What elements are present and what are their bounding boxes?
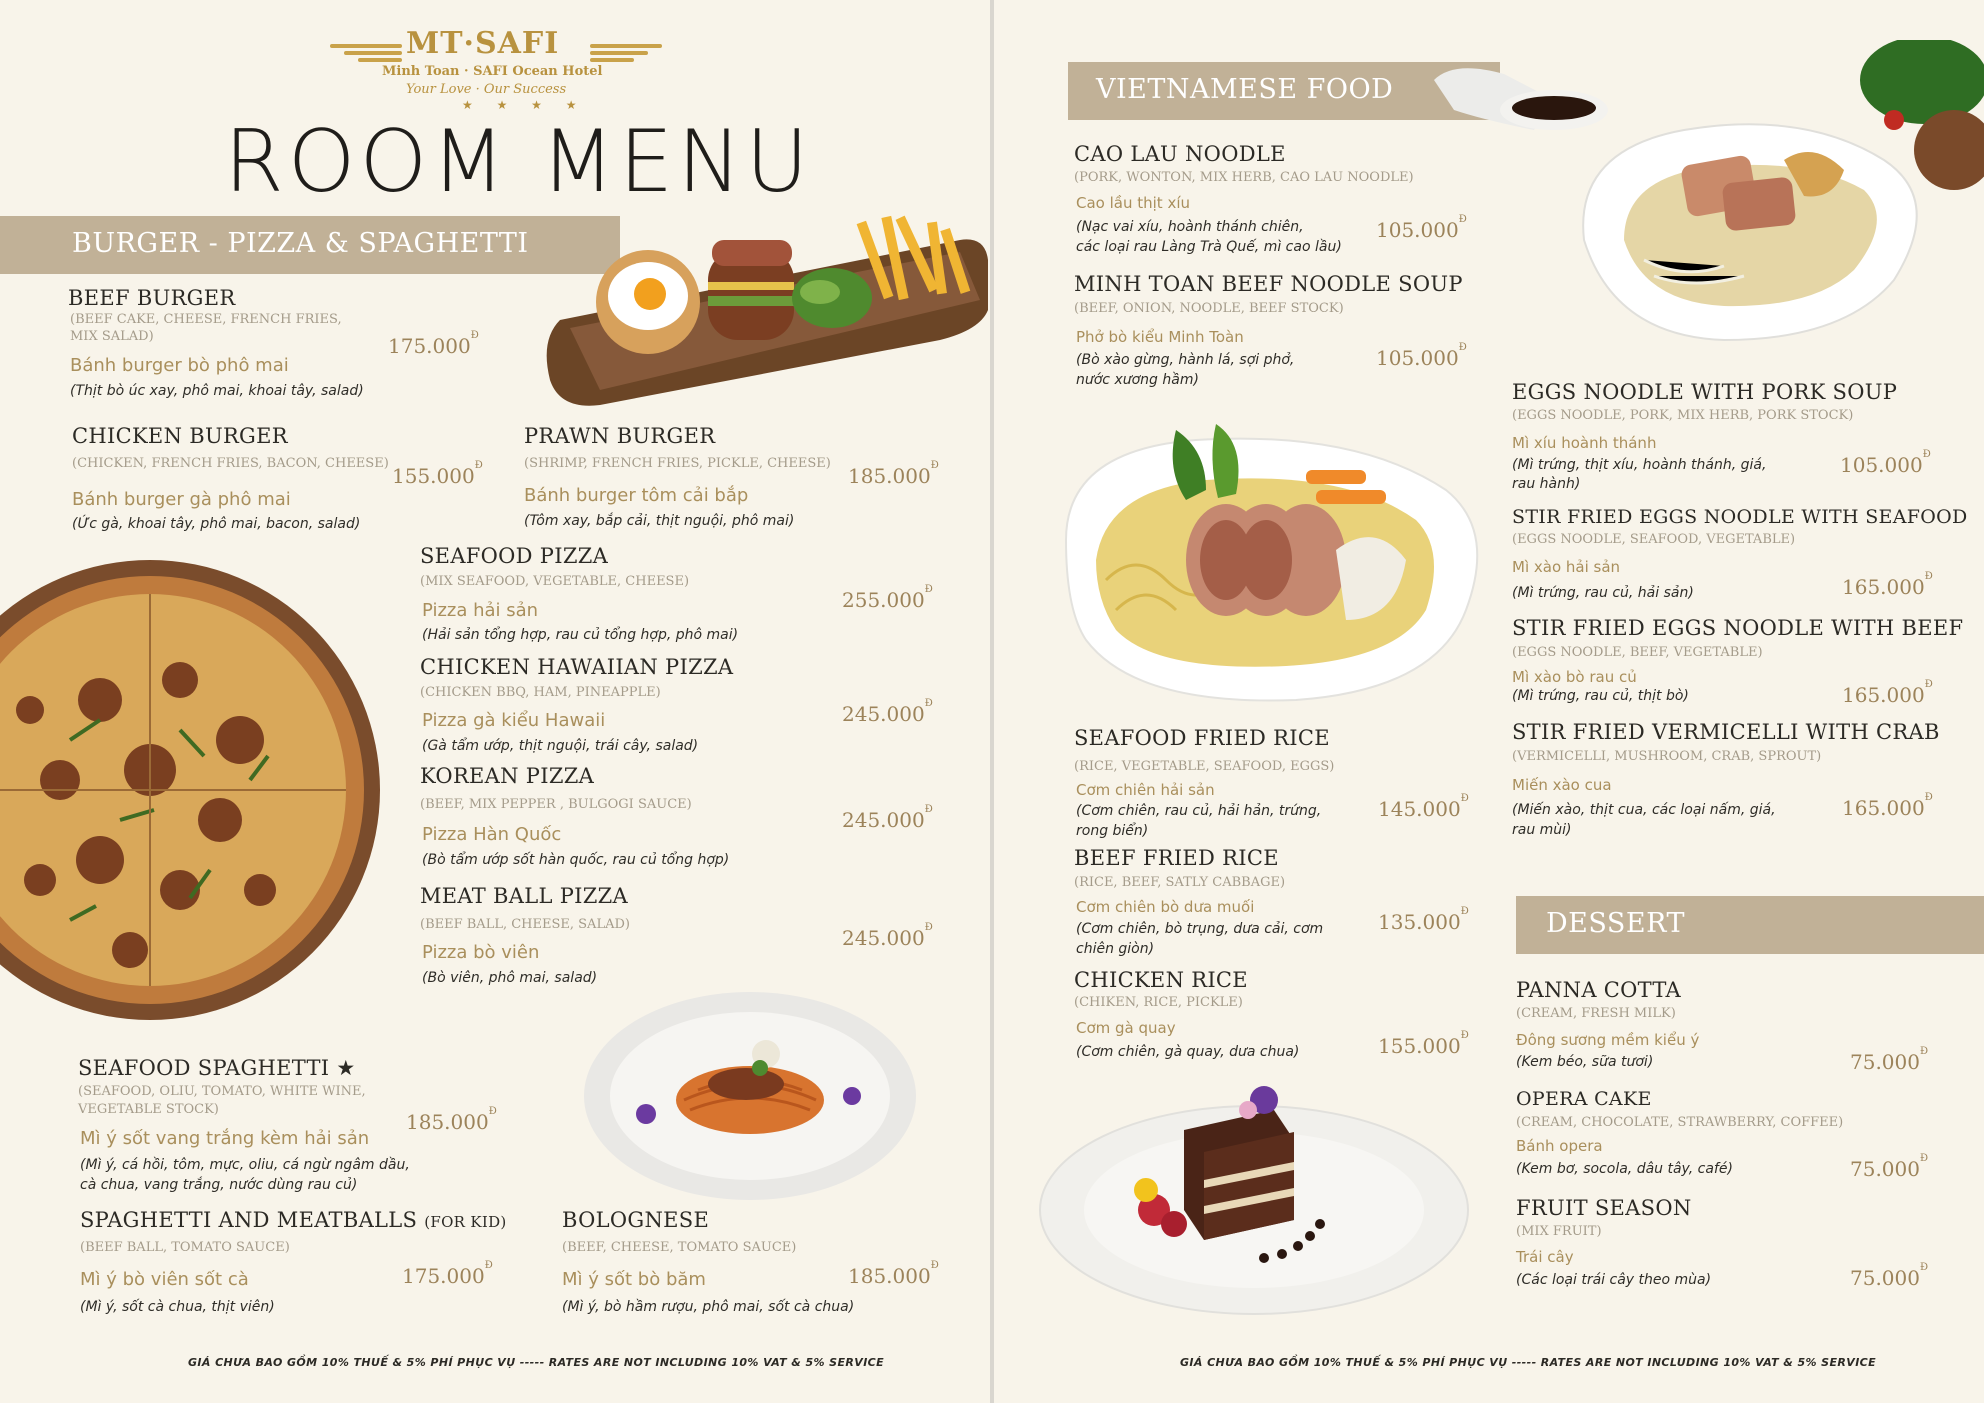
item-vn-desc: (Cơm chiên, gà quay, dưa chua) (1076, 1044, 1300, 1060)
item-vn-desc: (Miến xào, thịt cua, các loại nấm, giá, (1512, 802, 1776, 818)
item-price: $105.000^Đ$ (1376, 342, 1467, 370)
item-vn-name: Pizza Hàn Quốc (422, 824, 562, 845)
item-ingredients: (CREAM, FRESH MILK) (1516, 1006, 1676, 1021)
item-vn-desc: chiên giòn) (1076, 941, 1155, 957)
item-price: $245.000^Đ$ (842, 922, 933, 950)
logo-stars: ★ ★ ★ ★ (462, 98, 587, 112)
item-vn-name: Mì xào hải sản (1512, 558, 1621, 576)
item-name: SEAFOOD FRIED RICE (1074, 726, 1330, 750)
item-vn-desc: các loại rau Làng Trà Quế, mì cao lầu) (1076, 239, 1342, 255)
item-vn-desc: (Cơm chiên, rau củ, hải hản, trứng, (1076, 803, 1322, 819)
item-ingredients: (EGGS NOODLE, BEEF, VEGETABLE) (1512, 645, 1763, 660)
item-vn-desc: (Mì ý, bò hầm rượu, phô mai, sốt cà chua) (562, 1299, 855, 1315)
item-name: BOLOGNESE (562, 1208, 710, 1232)
item-vn-name: Trái cây (1516, 1248, 1574, 1266)
item-vn-name: Bánh burger bò phô mai (70, 355, 289, 376)
item-ingredients: (SEAFOOD, OLIU, TOMATO, WHITE WINE, (78, 1084, 366, 1099)
item-vn-desc: (Hải sản tổng hợp, rau củ tổng hợp, phô mai) (422, 627, 739, 643)
item-name: PANNA COTTA (1516, 978, 1681, 1002)
item-name: BEEF FRIED RICE (1074, 846, 1279, 870)
item-ingredients: (RICE, BEEF, SATLY CABBAGE) (1074, 875, 1286, 890)
section-title: BURGER - PIZZA & SPAGHETTI (72, 228, 529, 259)
item-ingredients: (CHICKEN, FRENCH FRIES, BACON, CHEESE) (72, 456, 389, 471)
item-vn-name: Bánh opera (1516, 1137, 1603, 1155)
section-header-dessert (1516, 896, 1984, 954)
item-name: PRAWN BURGER (524, 424, 716, 448)
item-vn-desc: (Các loại trái cây theo mùa) (1516, 1272, 1712, 1288)
item-vn-desc: rong biển) (1076, 823, 1149, 839)
item-vn-desc: (Kem bơ, socola, dâu tây, café) (1516, 1161, 1733, 1177)
item-price: $165.000^Đ$ (1842, 571, 1933, 599)
item-vn-desc: (Bò xào gừng, hành lá, sợi phở, (1076, 352, 1295, 368)
item-price: $75.000^Đ$ (1850, 1262, 1929, 1290)
item-price: $105.000^Đ$ (1840, 449, 1931, 477)
left-page (0, 0, 990, 1403)
item-name: STIR FRIED VERMICELLI WITH CRAB (1512, 720, 1940, 744)
item-name: SPAGHETTI AND MEATBALLS (FOR KID) (80, 1208, 507, 1232)
item-ingredients: VEGETABLE STOCK) (78, 1102, 219, 1117)
item-price: $175.000^Đ$ (402, 1260, 493, 1288)
logo-tagline: Your Love · Our Success (406, 82, 567, 97)
cao-lau-bowl-image (1424, 40, 1984, 360)
item-price: $145.000^Đ$ (1378, 793, 1469, 821)
item-vn-desc: (Ức gà, khoai tây, phô mai, bacon, salad) (72, 516, 361, 532)
item-ingredients: (EGGS NOODLE, SEAFOOD, VEGETABLE) (1512, 532, 1796, 547)
item-price: $165.000^Đ$ (1842, 679, 1933, 707)
item-ingredients: (CHIKEN, RICE, PICKLE) (1074, 995, 1243, 1010)
item-ingredients: (BEEF BALL, CHEESE, SALAD) (420, 917, 630, 932)
item-vn-name: Mì ý bò viên sốt cà (80, 1269, 249, 1290)
item-price: $75.000^Đ$ (1850, 1046, 1929, 1074)
item-price: $245.000^Đ$ (842, 698, 933, 726)
item-price: $175.000^Đ$ (388, 330, 479, 358)
item-ingredients: (BEEF, ONION, NOODLE, BEEF STOCK) (1074, 301, 1344, 316)
item-vn-name: Miến xào cua (1512, 776, 1612, 794)
item-price: $185.000^Đ$ (406, 1106, 497, 1134)
item-vn-desc: (Mì ý, sốt cà chua, thịt viên) (80, 1299, 275, 1315)
item-price: $155.000^Đ$ (1378, 1030, 1469, 1058)
item-ingredients: (VERMICELLI, MUSHROOM, CRAB, SPROUT) (1512, 749, 1822, 764)
section-title: VIETNAMESE FOOD (1096, 74, 1394, 105)
item-ingredients: (MIX SEAFOOD, VEGETABLE, CHEESE) (420, 574, 690, 589)
logo-subtitle: Minh Toan · SAFI Ocean Hotel (382, 64, 603, 79)
item-ingredients: (BEEF CAKE, CHEESE, FRENCH FRIES, (70, 312, 342, 327)
footer-note: GIÁ CHƯA BAO GỒM 10% THUẾ & 5% PHÍ PHỤC VỤ ----- RATES ARE NOT INCLUDING 10% VAT & 5% SERVICE (188, 1356, 885, 1369)
item-vn-name: Pizza bò viên (422, 942, 540, 963)
footer-note: GIÁ CHƯA BAO GỒM 10% THUẾ & 5% PHÍ PHỤC VỤ ----- RATES ARE NOT INCLUDING 10% VAT & 5% SERVICE (1180, 1356, 1877, 1369)
item-vn-desc: nước xương hầm) (1076, 372, 1199, 388)
item-vn-name: Pizza gà kiểu Hawaii (422, 710, 606, 731)
item-name: STIR FRIED EGGS NOODLE WITH SEAFOOD (1512, 506, 1968, 528)
item-vn-name: Mì xíu hoành thánh (1512, 434, 1657, 452)
item-vn-desc: (Kem béo, sữa tươi) (1516, 1054, 1654, 1070)
opera-cake-image (1034, 1070, 1474, 1320)
right-page (994, 0, 1984, 1403)
item-name: SEAFOOD SPAGHETTI ★ (78, 1056, 356, 1080)
item-price: $135.000^Đ$ (1378, 906, 1469, 934)
item-vn-desc: (Mì trứng, thịt xíu, hoành thánh, giá, (1512, 457, 1767, 473)
item-vn-name: Bánh burger gà phô mai (72, 489, 291, 510)
item-ingredients: (BEEF BALL, TOMATO SAUCE) (80, 1240, 290, 1255)
pizza-image (0, 560, 390, 1030)
item-ingredients: (MIX FRUIT) (1516, 1224, 1602, 1239)
item-vn-name: Cao lầu thịt xíu (1076, 194, 1191, 212)
item-name: BEEF BURGER (68, 286, 236, 310)
item-ingredients: (CHICKEN BBQ, HAM, PINEAPPLE) (420, 685, 661, 700)
item-vn-desc: (Tôm xay, bắp cải, thịt nguội, phô mai) (524, 513, 795, 529)
item-price: $245.000^Đ$ (842, 804, 933, 832)
item-vn-name: Bánh burger tôm cải bắp (524, 485, 749, 506)
star-icon: ★ (336, 1056, 356, 1080)
item-name: MINH TOAN BEEF NOODLE SOUP (1074, 272, 1463, 296)
item-ingredients: (BEEF, CHEESE, TOMATO SAUCE) (562, 1240, 797, 1255)
item-price: $75.000^Đ$ (1850, 1153, 1929, 1181)
item-vn-desc: (Nạc vai xíu, hoành thánh chiên, (1076, 219, 1304, 235)
item-vn-name: Mì ý sốt vang trắng kèm hải sản (80, 1128, 370, 1149)
item-vn-desc: (Bò tẩm ướp sốt hàn quốc, rau củ tổng hợp) (422, 852, 730, 868)
item-ingredients: (CREAM, CHOCOLATE, STRAWBERRY, COFFEE) (1516, 1115, 1844, 1130)
item-name: FRUIT SEASON (1516, 1196, 1692, 1220)
item-name: STIR FRIED EGGS NOODLE WITH BEEF (1512, 616, 1964, 640)
item-vn-desc: rau hành) (1512, 476, 1581, 492)
item-vn-desc: rau mùi) (1512, 822, 1572, 838)
item-ingredients: MIX SALAD) (70, 329, 154, 344)
egg-noodle-bowl-image (1056, 410, 1486, 710)
item-ingredients: (PORK, WONTON, MIX HERB, CAO LAU NOODLE) (1074, 170, 1414, 185)
item-vn-name: Pizza hải sản (422, 600, 539, 621)
item-name: CAO LAU NOODLE (1074, 142, 1286, 166)
item-ingredients: (SHRIMP, FRENCH FRIES, PICKLE, CHEESE) (524, 456, 831, 471)
item-price: $185.000^Đ$ (848, 460, 939, 488)
item-vn-name: Cơm chiên hải sản (1076, 781, 1215, 799)
item-vn-name: Mì ý sốt bò băm (562, 1269, 706, 1290)
logo-name: MT·SAFI (406, 26, 560, 61)
item-vn-desc: (Bò viên, phô mai, salad) (422, 970, 598, 986)
item-vn-name: Phở bò kiểu Minh Toàn (1076, 328, 1244, 346)
item-price: $165.000^Đ$ (1842, 792, 1933, 820)
item-name: CHICKEN HAWAIIAN PIZZA (420, 655, 734, 679)
item-vn-desc: (Mì trứng, rau củ, hải sản) (1512, 585, 1694, 601)
item-name: MEAT BALL PIZZA (420, 884, 628, 908)
item-vn-name: Cơm chiên bò dưa muối (1076, 898, 1255, 916)
section-header-burger (0, 216, 620, 274)
page-title: ROOM MENU (224, 112, 813, 212)
burger-board-image (540, 200, 990, 410)
item-price: $255.000^Đ$ (842, 584, 933, 612)
item-vn-desc: (Gà tẩm ướp, thịt nguội, trái cây, salad) (422, 738, 699, 754)
item-vn-desc: (Cơm chiên, bò trụng, dưa cải, cơm (1076, 921, 1324, 937)
item-ingredients: (EGGS NOODLE, PORK, MIX HERB, PORK STOCK) (1512, 408, 1854, 423)
item-price: $105.000^Đ$ (1376, 214, 1467, 242)
item-ingredients: (RICE, VEGETABLE, SEAFOOD, EGGS) (1074, 759, 1335, 774)
spaghetti-plate-image (580, 984, 920, 1204)
item-name: OPERA CAKE (1516, 1088, 1652, 1110)
item-name: KOREAN PIZZA (420, 764, 595, 788)
item-vn-name: Đông sương mềm kiểu ý (1516, 1031, 1700, 1049)
item-name: CHICKEN RICE (1074, 968, 1248, 992)
item-vn-desc: (Mì trứng, rau củ, thịt bò) (1512, 688, 1689, 704)
item-vn-desc: (Thịt bò úc xay, phô mai, khoai tây, salad) (70, 383, 364, 399)
item-vn-name: Mì xào bò rau củ (1512, 668, 1637, 686)
item-name: SEAFOOD PIZZA (420, 544, 609, 568)
item-name: EGGS NOODLE WITH PORK SOUP (1512, 380, 1898, 404)
section-title: DESSERT (1546, 908, 1685, 939)
item-vn-desc: cà chua, vang trắng, nước dùng rau củ) (80, 1177, 358, 1193)
item-ingredients: (BEEF, MIX PEPPER , BULGOGI SAUCE) (420, 797, 692, 812)
item-vn-desc: (Mì ý, cá hồi, tôm, mực, oliu, cá ngừ ngâm dầu, (80, 1157, 410, 1173)
item-name: CHICKEN BURGER (72, 424, 288, 448)
item-price: $185.000^Đ$ (848, 1260, 939, 1288)
item-vn-name: Cơm gà quay (1076, 1019, 1176, 1037)
item-price: $155.000^Đ$ (392, 460, 483, 488)
